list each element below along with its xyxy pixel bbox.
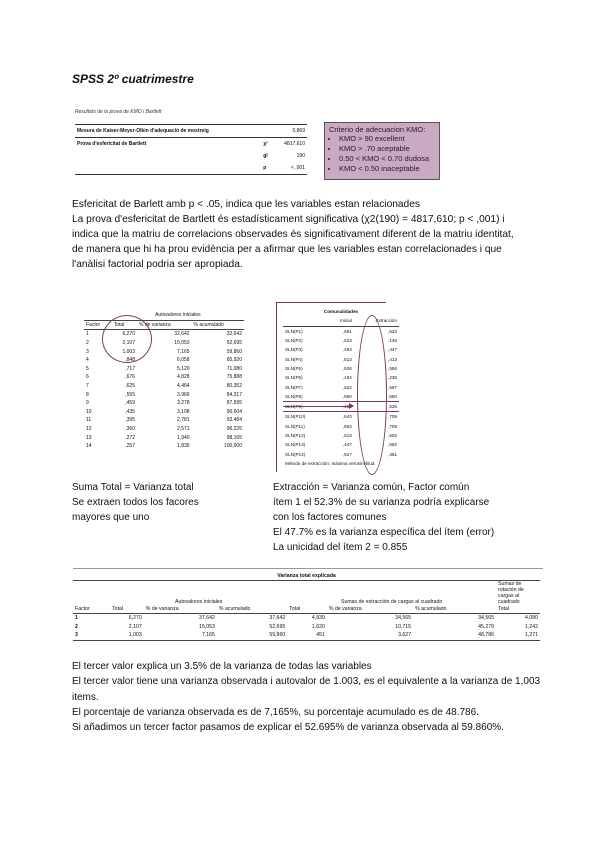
table-cell: 1,940 [177,434,190,441]
table-cell: 1,003 [122,348,135,355]
table-cell: ,555 [125,391,135,398]
table-cell: SLN(P7) [285,384,303,390]
table-cell: 75,888 [226,374,242,381]
table-cell: 96,225 [226,426,242,433]
table-cell: ,556 [388,365,397,371]
table-cell: ,709 [388,423,397,429]
table-cell: ,525 [354,401,399,411]
table-cell: 11 [86,417,92,424]
conclusions: El tercer valor explica un 3.5% de la varianza de todas las variables El tercer valor tiene una varianza observada i autovalor de 1.003, es el equivalente a la varianza de 1,003 items. El porcentaje de varianza observada es de 7,165%, su porcentaje acumulado es de 48.786. Si añadimos un tercer factor pasamos de explicar el 52.695% de varianza observada al 59.860%. [72,661,541,734]
table-cell: 2,781 [177,417,190,424]
divider [73,568,543,569]
table-cell: ,625 [125,383,135,390]
table-cell: ,272 [125,434,135,441]
paragraph-line: La prova d'esfericitat de Bartlett és estadísticament significativa (χ2(190) = 4817,610; p < ,001) i indica que la matriu de correlacions observades és significativament diferent de la matriu identitat, de manera que hi ha prou evidència per a afirmar que les variables estan correlacionades i que l'anàlisi factorial podria ser apropiada. [72,214,514,270]
highlight-circle [102,315,152,363]
table-row [73,623,540,632]
table-cell: ,717 [125,365,135,372]
table-cell: SLN(P1) [285,328,303,334]
table-cell: 90,604 [226,408,242,415]
table-cell: ,239 [388,375,397,381]
table-footnote: Método de extracción: máxima verosimilitud. [285,460,376,466]
table-cell: 4 [86,357,89,364]
table-cell: ,447 [388,347,397,353]
table-row: Mesura de Kaiser-Meyer-Olkin d'adequació de mostreig 0,869 [75,125,307,138]
table-cell: ,194 [342,375,352,381]
left-notes: Suma Total = Varianza total Se extraen todos los facores mayores que uno [72,482,199,523]
table-cell: 37,642 [199,615,215,622]
annotation-line [276,302,386,303]
list-item: • 0.50 < KMO < 0.70 dudosa [339,154,435,164]
variance-explained-table [73,571,540,641]
table-cell: 1,271 [496,631,540,640]
table-cell: ,459 [125,400,135,407]
table-row [84,425,244,434]
table-row [84,382,244,391]
table-cell: 32,642 [226,331,242,338]
table-cell: SLN(P3) [285,347,303,353]
column-header: % acumulado [413,605,496,614]
table-cell: 12 [86,426,92,433]
table-cell: 32,642 [174,331,190,338]
column-header: Total [496,605,540,614]
column-header: % acumulado [217,605,287,614]
bartlett-explanation [72,197,524,272]
column-header [283,316,326,326]
kmo-caption: Resultats de la prova de KMO i Bartlett [75,109,162,115]
table-cell: ,622 [342,384,352,390]
column-header: % de varianza [327,605,413,614]
table-cell: 3 [86,348,89,355]
table-cell: 5 [86,365,89,372]
table-row [84,442,244,451]
table-cell: ,145 [388,338,397,344]
table-cell: 98,165 [226,434,242,441]
table-cell: 2 [75,623,78,630]
table-cell: ,413 [388,356,397,362]
table-cell: ,527 [342,451,352,457]
table-cell: 13 [86,434,92,441]
table-row: Prova d'esfericitat de Bartlett χ² 4817,610 [77,141,305,147]
column-header: % de varianza [144,605,217,614]
table-row [73,614,540,623]
table-cell: 93,484 [226,417,242,424]
table-cell: SLN(P11) [285,423,305,429]
paragraph-line: Esfericitat de Barlett amb p < .05, indica que les variables estan relacionades [72,199,420,210]
column-header: Factor [84,320,112,330]
table-cell: ,597 [388,384,397,390]
table-cell: 59,860 [226,348,242,355]
highlight-oval [357,315,387,475]
table-cell: ,461 [388,451,397,457]
table-cell: 451 [287,631,327,640]
table-cell: ,526 [342,365,352,371]
table-cell: 3,627 [327,631,413,640]
table-row [84,433,244,442]
table-cell: 65,920 [226,357,242,364]
table-cell: 14 [86,443,92,450]
table-cell: 37,642 [269,615,286,622]
column-header: % de varianza [137,320,192,330]
annotation-arrow [283,406,353,407]
table-cell: 5,120 [177,365,190,372]
table-cell: 1 [75,615,78,622]
table-cell: 4,464 [177,383,190,390]
group-header: Sumas de extracción de cargas al cuadrado [341,599,443,605]
kmo-criteria-box [324,122,440,180]
table-cell: 59,860 [217,631,287,640]
table-cell: SLN(P10) [285,414,306,420]
table-row [84,365,244,374]
list-item: • KMO > 90 excellent [339,134,435,144]
table-cell: 34,565 [478,615,494,622]
group-header: Sumas de rotación de cargas al cuadrado [498,581,524,605]
table-cell: 3 [73,631,110,640]
table-cell: SLN(P14) [285,451,306,457]
table-cell: SLN(P5) [285,365,303,371]
table-cell: ,550 [388,393,397,399]
table-cell: 7,165 [144,631,217,640]
table-cell: SLN(P8) [285,393,303,399]
table-cell: ,513 [342,356,352,362]
table-cell: 15,053 [174,340,190,347]
table-cell: 6,270 [128,615,142,622]
table-cell: ,360 [125,426,135,433]
table-cell: 10 [86,408,92,415]
table-cell: 10,715 [395,623,412,630]
table-cell: 100,000 [223,443,242,450]
table-cell: 3,966 [177,391,190,398]
table-cell: 48,786 [413,631,496,640]
table-cell: 45,279 [478,623,494,630]
table-cell: 2 [86,340,89,347]
column-header: Total [110,605,144,614]
table-cell: 9 [86,400,89,407]
table-cell: ,503 [388,433,397,438]
table-cell: 80,352 [226,383,242,390]
table-cell: ,676 [125,374,135,381]
table-cell: 4,839 [311,615,325,622]
table-row [84,416,244,425]
document-title: SPSS 2º cuatrimestre [72,72,194,86]
arrow-head-icon [349,403,354,409]
column-header: % acumulado [192,320,244,330]
table-row: gl 190 [263,153,305,159]
table-cell: 52,695 [269,623,286,630]
table-cell: 71,080 [226,365,242,372]
table-cell: 2,107 [128,623,142,630]
table-row [84,399,244,408]
table-cell: 87,595 [226,400,242,407]
table-cell: 84,317 [226,391,242,398]
table-row [84,373,244,382]
table-cell: ,447 [342,442,352,448]
column-header: Total [112,320,137,330]
table-cell: 7,165 [177,348,190,355]
list-item: • KMO > .70 aceptable [339,144,435,154]
table-cell: 6,058 [177,357,190,364]
column-header: Extracción [354,316,399,326]
table-cell: 1,003 [110,631,144,640]
table-cell: ,643 [342,414,352,420]
criteria-title: Criterio de adecuacion KMO: [329,125,426,134]
table-cell: 1,835 [177,443,190,450]
table-row [84,356,244,365]
table-row: p < ,001 [75,162,307,175]
table-cell: 3,278 [177,400,190,407]
table-cell: ,653 [342,423,352,429]
group-header: Autovalores iniciales [175,599,223,605]
table-cell: 3,108 [177,408,190,415]
list-item: • KMO < 0.50 inaceptable [339,164,435,174]
column-header: Total [287,605,327,614]
table-cell: ,493 [342,347,352,353]
table-cell: SLN(P2) [285,338,303,344]
table-row [84,408,244,417]
table-cell: 2,107 [122,340,135,347]
table-cell: ,533 [388,328,397,334]
annotation-line [276,302,277,472]
table-row [84,390,244,399]
table-title: Varianza total explicada [73,571,540,581]
table-cell: SLN(P6) [285,375,303,381]
table-cell: ,562 [388,442,397,448]
table-cell: ,550 [342,393,352,399]
table-cell: SLN(P12) [285,433,306,438]
table-cell: ,848 [125,357,135,364]
table-cell: 2,571 [177,426,190,433]
table-cell: 6 [86,374,89,381]
table-cell: 1,242 [525,623,538,630]
table-cell: ,395 [125,417,135,424]
table-row [73,631,540,640]
table-cell: 1 [86,331,89,338]
table-title: Comunalidades [323,309,359,315]
table-cell: 4,828 [177,374,190,381]
table-cell: 34,565 [395,615,412,622]
column-header: Inicial [326,316,354,326]
table-title: Autovalores iniciales [112,311,244,320]
table-cell: 1,620 [311,623,325,630]
table-cell: 6,270 [122,331,135,338]
table-cell: ,709 [388,414,397,420]
column-header: Factor [73,605,110,614]
table-cell: SLN(P13) [285,442,306,448]
table-cell: 4,080 [525,615,538,622]
table-cell: SLN(P4) [285,356,303,362]
table-cell: 15,053 [199,623,215,630]
right-notes: Extracción = Varianza común, Factor común ítem 1 el 52.3% de su varianza podría explicarse con los factores comunes El 47.7% es la varianza específica del ítem (error) La unicidad del ítem 2 = 0.855 [273,482,495,553]
table-cell: 52,695 [226,340,242,347]
table-cell: 8 [86,391,89,398]
table-cell: ,435 [125,408,135,415]
table-cell: ,523 [342,338,352,344]
kmo-table [75,124,307,175]
table-cell: 7 [86,383,89,390]
table-cell: ,257 [125,443,135,450]
table-cell: ,691 [342,328,352,334]
table-cell: ,513 [342,433,352,438]
